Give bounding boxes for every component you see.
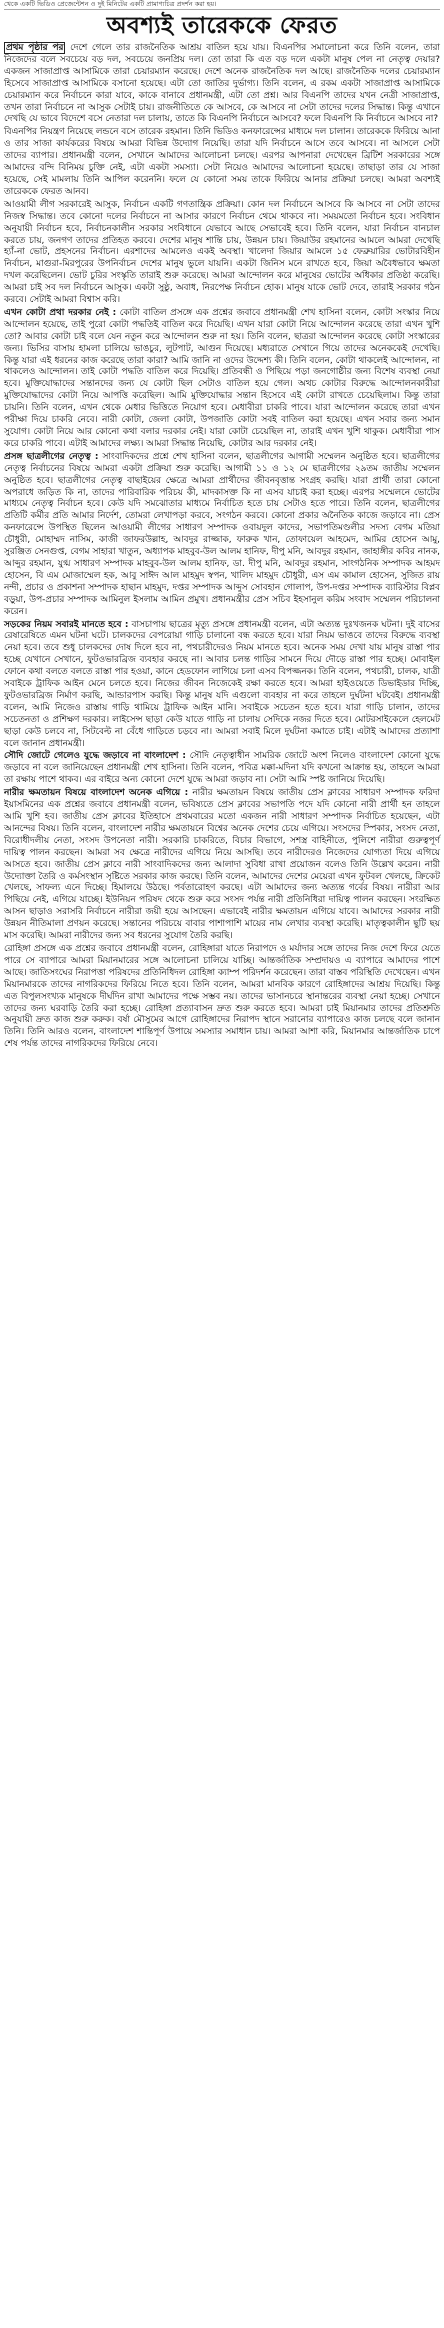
paragraph: [4, 127, 440, 198]
paragraph: [4, 200, 440, 307]
paragraph: [4, 944, 440, 1051]
paragraph-text: সাংবাদিকদের প্রশ্নে শেখ হাসিনা বলেন, ছাত্রলীগের আগামী সম্মেলন অনুষ্ঠিত হবে। ছাত্রলীগের নেতৃত্ব নির্বাচনের বিষয়ে আমরা একটা প্রক্রিয়া শুরু করেছি। আগামী ১১ ও ১২ মে ছাত্রলীগের ২৯তম জাতীয় সম্মেলন অনুষ্ঠিত হবে। ছাত্রলীগের নেতৃত্ব বাছাইয়ের ক্ষেত্রে আমরা প্রার্থীদের জীবনবৃত্তান্ত সংগ্রহ করছি। যারা প্রার্থী তারা কোনো অপরাধে জড়িত কি না, তাদের পারিবারিক পরিচয় কী, মাদকাসক্ত কি না এসব যাচাই করা হচ্ছে। এরপর সম্মেলনে ভোটের মাধ্যমে নেতৃত্ব নির্বাচন হবে। কেউ যদি সমঝোতার মাধ্যমে নির্বাচিত হতে চায় সেটাও হতে পারে। তিনি বলেন, ছাত্রলীগের প্রতিটি কর্মীর প্রতি আমার নির্দেশ, তোমরা লেখাপড়া করবে, সংগঠন করবে। কোনো প্রকার অনৈতিক কাজে জড়াবে না। প্রেস কনফারেন্সে উপস্থিত ছিলেন আওয়ামী লীগের সাধারণ সম্পাদক ওবায়দুল কাদের, সভাপতিমণ্ডলীর সদস্য বেগম মতিয়া চৌধুরী, মোহাম্মদ নাসিম, কাজী জাফরউল্লাহ, আবদুর রাজ্জাক, ফারুক খান, তোফায়েল আহমেদ, আমির হোসেন আমু, সুরঞ্জিত সেনগুপ্ত, বেগম সাহারা খাতুন, অধ্যাপক মাহবুব-উল আলম হানিফ, দীপু মনি, আবদুর রহমান, জাহাঙ্গীর কবির নানক, আব্দুর রহমান, যুগ্ম সাধারণ সম্পাদক মাহবুব-উল আলম হানিফ, ডা. দীপু মনি, আবদুর রহমান, সাংগঠনিক সম্পাদক আহমদ হোসেন, বি এম মোজাম্মেল হক, আবু সাঈদ আল মাহমুদ স্বপন, খালিদ মাহমুদ চৌধুরী, এস এম কামাল হোসেন, সুজিত রায় নন্দী, প্রচার ও প্রকাশনা সম্পাদক হাছান মাহমুদ, দপ্তর সম্পাদক আব্দুস সোবহান গোলাপ, উপ-দপ্তর সম্পাদক ব্যারিস্টার বিপ্লব বড়ুয়া, উপ-প্রচার সম্পাদক আমিনুল ইসলাম আমিন প্রমুখ। প্রধানমন্ত্রীর প্রেস সচিব ইহসানুল করিম সংবাদ সম্মেলন পরিচালনা করেন।: [4, 451, 440, 617]
subheading: সড়কের নিয়ম সবারই মানতে হবে :: [4, 619, 129, 630]
subheading: প্রসঙ্গ ছাত্রলীগের নেতৃত্ব :: [4, 451, 99, 462]
paragraph: [4, 620, 440, 751]
continuation-label: প্রথম পৃষ্ঠার পর: [6, 43, 64, 53]
subheading: নারীর ক্ষমতায়ন বিষয়ে বাংলাদেশ অনেক এগিয়ে :: [4, 788, 189, 799]
paragraph-text: কোটা বাতিল প্রসঙ্গে এক প্রশ্নের জবাবে প্রধানমন্ত্রী শেখ হাসিনা বলেন, কোটা সংস্কার নিয়ে আন্দোলন হয়েছে, তাই পুরো কোটা পদ্ধতিই বাতিল করে দিয়েছি। এখন যারা কোটা নিয়ে আন্দোলন করেছে তারা এখন খুশি তো? আবার কোটা চাই বলে যেন নতুন করে আন্দোলন শুরু না হয়। তিনি বলেন, ছাত্ররা আন্দোলন করেছে কোটা সংস্কারের জন্য। ভিসির বাসায় হামলা চালিয়ে ভাঙচুর, লুটপাট, আগুন দিয়েছে। মধ্যরাতে সেখানে গিয়ে তাদের অনেককেই দেখেছি। কিন্তু যারা এই ধরনের কাজ করেছে তারা কারা? আমি জানি না ওদের উদ্দেশ্য কী। তিনি বলেন, কোটা থাকলেই আন্দোলন, না থাকলেও আন্দোলন। তাই কোটা পদ্ধতি বাতিল করে দিয়েছি। প্রতিবন্ধী ও পিছিয়ে পড়া জনগোষ্ঠীর জন্য বিশেষ ব্যবস্থা নেয়া হবে। মুক্তিযোদ্ধাদের সন্তানদের জন্য যে কোটা ছিল সেটাও বাতিল হয়ে গেল। অথচ কোটার বিরুদ্ধে আন্দোলনকারীরা মুক্তিযোদ্ধাদের কোটা নিয়ে আপত্তি করেছিল। আমি মুক্তিযোদ্ধার সন্তান হিসেবে এই কোটা রাখতে চেয়েছিলাম। কিন্তু তারা চায়নি। তিনি বলেন, এখন থেকে মেধার ভিত্তিতে নিয়োগ হবে। মেধাবীরা চাকরি পাবে। যারা আন্দোলন করেছে তারা এখন পরীক্ষা দিয়ে চাকরি নেবে। নারী কোটা, জেলা কোটা, উপজাতি কোটা সবই বাতিল করা হয়েছে। এখন সবার জন্য সমান সুযোগ। কোটা নিয়ে আর কোনো কথা বলার দরকার নেই। যারা কোটা চেয়েছিল না, তারাই এখন খুশি থাকুক। মেধাবীরা পাস করে চাকরি পাবে। এটাই আমাদের লক্ষ্য। আমরা সিদ্ধান্ত নিয়েছি, কোটার আর দরকার নেই।: [4, 307, 440, 449]
paragraph: [4, 751, 440, 787]
paragraph-text: বাসচাপায় ছাত্রের মৃত্যু প্রসঙ্গে প্রধানমন্ত্রী বলেন, এটা অত্যন্ত দুঃখজনক ঘটনা। দুই বাসের রেষারেষিতে এমন ঘটনা ঘটে। চালকদের বেপরোয়া গাড়ি চালানো বন্ধ করতে হবে। যারা নিয়ম ভাঙবে তাদের বিরুদ্ধে ব্যবস্থা নেয়া হবে। তবে শুধু চালকদের দোষ দিলে হবে না, পথচারীদেরও নিয়ম মানতে হবে। অনেক সময় দেখা যায় মানুষ রাস্তা পার হচ্ছে যেখানে সেখানে, ফুটওভারব্রিজ ব্যবহার করছে না। আবার চলন্ত গাড়ির সামনে দিয়ে দৌড়ে রাস্তা পার হচ্ছে। মোবাইল ফোনে কথা বলতে বলতে রাস্তা পার হওয়া, কানে হেডফোন লাগিয়ে চলা এসব বিপজ্জনক। তিনি বলেন, পথচারী, চালক, যাত্রী সবাইকে ট্রাফিক আইন মেনে চলতে হবে। নিজের জীবন নিজেকেই রক্ষা করতে হবে। আমরা হাইওয়েতে ডিভাইডার দিচ্ছি, ফুটওভারব্রিজ নির্মাণ করছি, আন্ডারপাস করছি। কিন্তু মানুষ যদি এগুলো ব্যবহার না করে তাহলে দুর্ঘটনা ঘটবেই। প্রধানমন্ত্রী বলেন, আমি নিজেও রাস্তায় গাড়ি থামিয়ে ট্রাফিক আইন মানি। সবাইকে সচেতন হতে হবে। যারা গাড়ি চালান, তাদের সচেতনতা ও প্রশিক্ষণ দরকার। লাইসেন্স ছাড়া কেউ যাতে গাড়ি না চালায় সেদিকে নজর দিতে হবে। মোটরসাইকেলে হেলমেট ছাড়া কেউ চলবে না, সিটবেল্ট না বেঁধে গাড়িতে চড়বে না। আমরা সবাই মিলে দুর্ঘটনা কমাতে চাই। এটাই আমাদের প্রত্যাশা বলে জানান প্রধানমন্ত্রী।: [4, 619, 440, 749]
continuation-strip: খেকে একটি ভিডিও প্রেজেন্টেশন ও দুই মিনিটের একটি প্রামাণ্যচিত্র প্রদর্শন করা হয়।: [4, 0, 440, 10]
paragraph-text: সৌদি নেতৃত্বাধীন সামরিক জোটে অংশ নিলেও বাংলাদেশ কোনো যুদ্ধে জড়াবে না বলে জানিয়েছেন প্রধানমন্ত্রী শেখ হাসিনা। তিনি বলেন, পবিত্র মক্কা-মদিনা যদি কখনো আক্রান্ত হয়, তাহলে আমরা তা রক্ষায় পাশে থাকব। এর বাইরে অন্য কোনো দেশে যুদ্ধে আমরা জড়াব না। সেটা আমি স্পষ্ট জানিয়ে দিয়েছি।: [4, 751, 440, 786]
article-body: [4, 43, 440, 1051]
paragraph: [4, 788, 440, 943]
paragraph: [4, 308, 440, 451]
paragraph-text: রোহিঙ্গা প্রসঙ্গে এক প্রশ্নের জবাবে প্রধানমন্ত্রী বলেন, রোহিঙ্গারা যাতে নিরাপদে ও মর্যাদার সঙ্গে তাদের নিজ দেশে ফিরে যেতে পারে সে ব্যাপারে আমরা মিয়ানমারের সঙ্গে আলোচনা চালিয়ে যাচ্ছি। আন্তর্জাতিক সম্প্রদায়ও এ ব্যাপারে আমাদের পাশে আছে। জাতিসংঘের নিরাপত্তা পরিষদের প্রতিনিধিদল রোহিঙ্গা ক্যাম্প পরিদর্শন করেছেন। তারা বাস্তব পরিস্থিতি দেখেছেন। এখন মিয়ানমারকে তাদের নাগরিকদের ফিরিয়ে নিতে হবে। তিনি বলেন, আমরা মানবিক কারণে রোহিঙ্গাদের আশ্রয় দিয়েছি। কিন্তু এত বিপুলসংখ্যক মানুষকে দীর্ঘদিন রাখা আমাদের পক্ষে সম্ভব নয়। তাদের ভাসানচরে স্থানান্তরের ব্যবস্থা নেয়া হচ্ছে। সেখানে তাদের জন্য ঘরবাড়ি তৈরি করা হচ্ছে। রোহিঙ্গা প্রত্যাবাসন দ্রুত শুরু করতে হবে। আমরা চাই মিয়ানমার তাদের প্রতিশ্রুতি অনুযায়ী দ্রুত কাজ শুরু করুক। বর্ষা মৌসুমের আগে রোহিঙ্গাদের নিরাপদ স্থানে সরানোর ব্যাপারেও কাজ চলছে বলে জানান তিনি। তিনি আরও বলেন, বাংলাদেশ শান্তিপূর্ণ উপায়ে সমস্যার সমাধান চায়। আমরা আশা করি, মিয়ানমার আন্তর্জাতিক চাপে শেষ পর্যন্ত তাদের নাগরিকদের ফিরিয়ে নেবে।: [4, 943, 440, 1050]
subheading: এখন কোটা প্রথা দরকার নেই :: [4, 307, 117, 318]
headline: অবশ্যই তারেককে ফেরত: [106, 12, 338, 39]
paragraph-text: আওয়ামী লীগ সরকারেই আসুক, নির্বাচন একটি গণতান্ত্রিক প্রক্রিয়া। কোন দল নির্বাচনে আসবে কি আসবে না সেটা তাদের নিজস্ব সিদ্ধান্ত। তবে কোনো দলের নির্বাচনে না আসার কারণে নির্বাচন থেমে থাকবে না। সময়মতো নির্বাচন হবে। সংবিধান অনুযায়ী নির্বাচন হবে, নির্বাচনকালীন সরকার সংবিধানে যেভাবে আছে সেভাবেই হবে। তিনি বলেন, যারা নির্বাচন বানচাল করতে চায়, জনগণ তাদের প্রতিহত করবে। দেশের মানুষ শান্তি চায়, উন্নয়ন চায়। জিয়াউর রহমানের আমলে আমরা দেখেছি হ্যাঁ-না ভোট, প্রহসনের নির্বাচন। এরশাদের আমলেও একই অবস্থা। খালেদা জিয়ার আমলে ১৫ ফেব্রুয়ারির ভোটারবিহীন নির্বাচন, মাগুরা-মিরপুরের উপনির্বাচন দেশের মানুষ ভুলে যায়নি। একটা জিনিস মনে রাখতে হবে, জিয়া অবৈধভাবে ক্ষমতা দখল করেছিলেন। ভোট চুরির সংস্কৃতি তারাই শুরু করেছে। আমরা আন্দোলন করে মানুষের ভোটের অধিকার প্রতিষ্ঠা করেছি। আমরা চাই সব দল নির্বাচনে আসুক। একটা সুষ্ঠু, অবাধ, নিরপেক্ষ নির্বাচন হোক। মানুষ যাকে ভোট দেবে, তারাই সরকার গঠন করবে। সেটাই আমরা বিশ্বাস করি।: [4, 199, 440, 306]
paragraph: [4, 452, 440, 619]
lead-paragraph: [4, 43, 440, 126]
lead-text: দেশে গেলে তার রাজনৈতিক আশ্রয় বাতিল হয়ে যায়। বিএনপির সমালোচনা করে তিনি বলেন, তারা নিজেদের বলে সবচেয়ে বড় দল, সবচেয়ে জনপ্রিয় দল। তো তারা কি এত বড় দলে একটা মানুষ পেল না নেতৃত্ব দেয়ার? একজন সাজাপ্রাপ্ত আসামিকে তারা চেয়ারম্যান করেছে। দেশে অনেক রাজনৈতিক দল আছে। রাজনৈতিক দলের চেয়ারম্যান হিসেবে সাজাপ্রাপ্ত আসামিকে বসানো হয়েছে। এটা তো জাতির দুর্ভাগ্য। তিনি বলেন, এ রকম একটা সাজাপ্রাপ্ত আসামিকে চেয়ারম্যান করে নির্বাচনে কারা যাবে, কাকে বানাবে প্রধানমন্ত্রী, এটা তো প্রশ্ন। আর বিএনপি তাদের যখন নেত্রী সাজাপ্রাপ্ত, তখন তারা নির্বাচনে না আসুক সেটাই চায়। রাজনীতিতে কে আসবে, কে আসবে না সেটা তাদের দলের সিদ্ধান্ত। কিন্তু এখানে দেখছি যে ভাবে বিদেশে বসে নেতারা দল চালায়, তাতে কি বিএনপি নির্বাচনে আসবে? ফলে বিএনপি কি নির্বাচনে আসবে না?: [4, 43, 441, 125]
subheading: সৌদি জোটে গেলেও যুদ্ধে জড়াবে না বাংলাদেশ :: [4, 751, 186, 762]
paragraph-text: নারীর ক্ষমতায়ন বিষয়ে জাতীয় প্রেস ক্লাবের সাধারণ সম্পাদক ফরিদা ইয়াসমিনের এক প্রশ্নের জবাবে প্রধানমন্ত্রী বলেন, ভবিষ্যতে প্রেস ক্লাবের সভাপতি পদে যদি কোনো নারী প্রার্থী হন তাহলে আমি খুশি হব। জাতীয় প্রেস ক্লাবের ইতিহাসে প্রথমবারের মতো একজন নারী সাধারণ সম্পাদক নির্বাচিত হয়েছেন, এটা আনন্দের বিষয়। তিনি বলেন, বাংলাদেশ নারীর ক্ষমতায়নে বিশ্বের অনেক দেশের চেয়ে এগিয়ে। সংসদের স্পিকার, সংসদ নেতা, বিরোধীদলীয় নেতা, সংসদ উপনেতা নারী। সরকারি চাকরিতে, বিচার বিভাগে, সশস্ত্র বাহিনীতে, পুলিশে নারীরা গুরুত্বপূর্ণ দায়িত্ব পালন করছেন। আমরা সব ক্ষেত্রে নারীদের এগিয়ে নিয়ে আসছি। তবে নারীদেরও নিজেদের যোগ্যতা দিয়ে এগিয়ে আসতে হবে। জাতীয় প্রেস ক্লাবে নারী সাংবাদিকদের জন্য আলাদা সুবিধা রাখা প্রয়োজন বলেও তিনি উল্লেখ করেন। নারী উদ্যোক্তা তৈরি ও কর্মসংস্থান সৃষ্টিতে সরকার কাজ করছে। তিনি বলেন, আমাদের দেশের মেয়েরা এখন ফুটবল খেলছে, ক্রিকেট খেলছে, সাফল্য এনে দিচ্ছে। হিমালয়ে উঠছে। পর্বতারোহণ করছে। এটা আমাদের জন্য অত্যন্ত গর্বের বিষয়। নারীরা আর পিছিয়ে নেই, এগিয়ে যাচ্ছে। ইউনিয়ন পরিষদ থেকে শুরু করে সংসদ পর্যন্ত নারী প্রতিনিধিরা দায়িত্ব পালন করছেন। সংরক্ষিত আসন ছাড়াও সরাসরি নির্বাচনে নারীরা জয়ী হয়ে আসছেন। এভাবেই নারীর ক্ষমতায়ন এগিয়ে যাবে। আমাদের সরকার নারী উন্নয়ন নীতিমালা প্রণয়ন করেছে। সন্তানের পরিচয়ে বাবার পাশাপাশি মায়ের নাম লেখার ব্যবস্থা করেছি। মাতৃত্বকালীন ছুটি ছয় মাস করেছি। আমরা নারীদের জন্য সব ধরনের সুযোগ তৈরি করছি।: [4, 788, 441, 942]
paragraph-text: বিএনপির নিয়ন্ত্রণ নিয়েছে লন্ডনে বসে তারেক রহমান। তিনি ভিডিও কনফারেন্সের মাধ্যমে দল চালান। তারেককে ফিরিয়ে আনা ও তার সাজা কার্যকরের বিষয়ে আমরা বিভিন্ন উদ্যোগ নিয়েছি। তারা যদি নির্বাচনে আসে তবে আসবে। না আসলে সেটা তাদের ব্যাপার। প্রধানমন্ত্রী বলেন, সেখানে আমাদের আলোচনা চলছে। এরপর আপনারা দেখেছেন ব্রিটিশ সরকারের সঙ্গে আমাদের বন্দি বিনিময় চুক্তি নেই, এটা একটা সমস্যা। সেটা নিয়েও আমাদের আলোচনা হয়েছে। তাছাড়া তার যে সাজা হয়েছে, সেই মামলায় তিনি আপিল করেননি। ফলে যে কোনো সময় তাকে ফিরিয়ে আনার প্রক্রিয়া চলছে। আমরা অবশ্যই তারেককে ফেরত আনব।: [4, 127, 440, 197]
